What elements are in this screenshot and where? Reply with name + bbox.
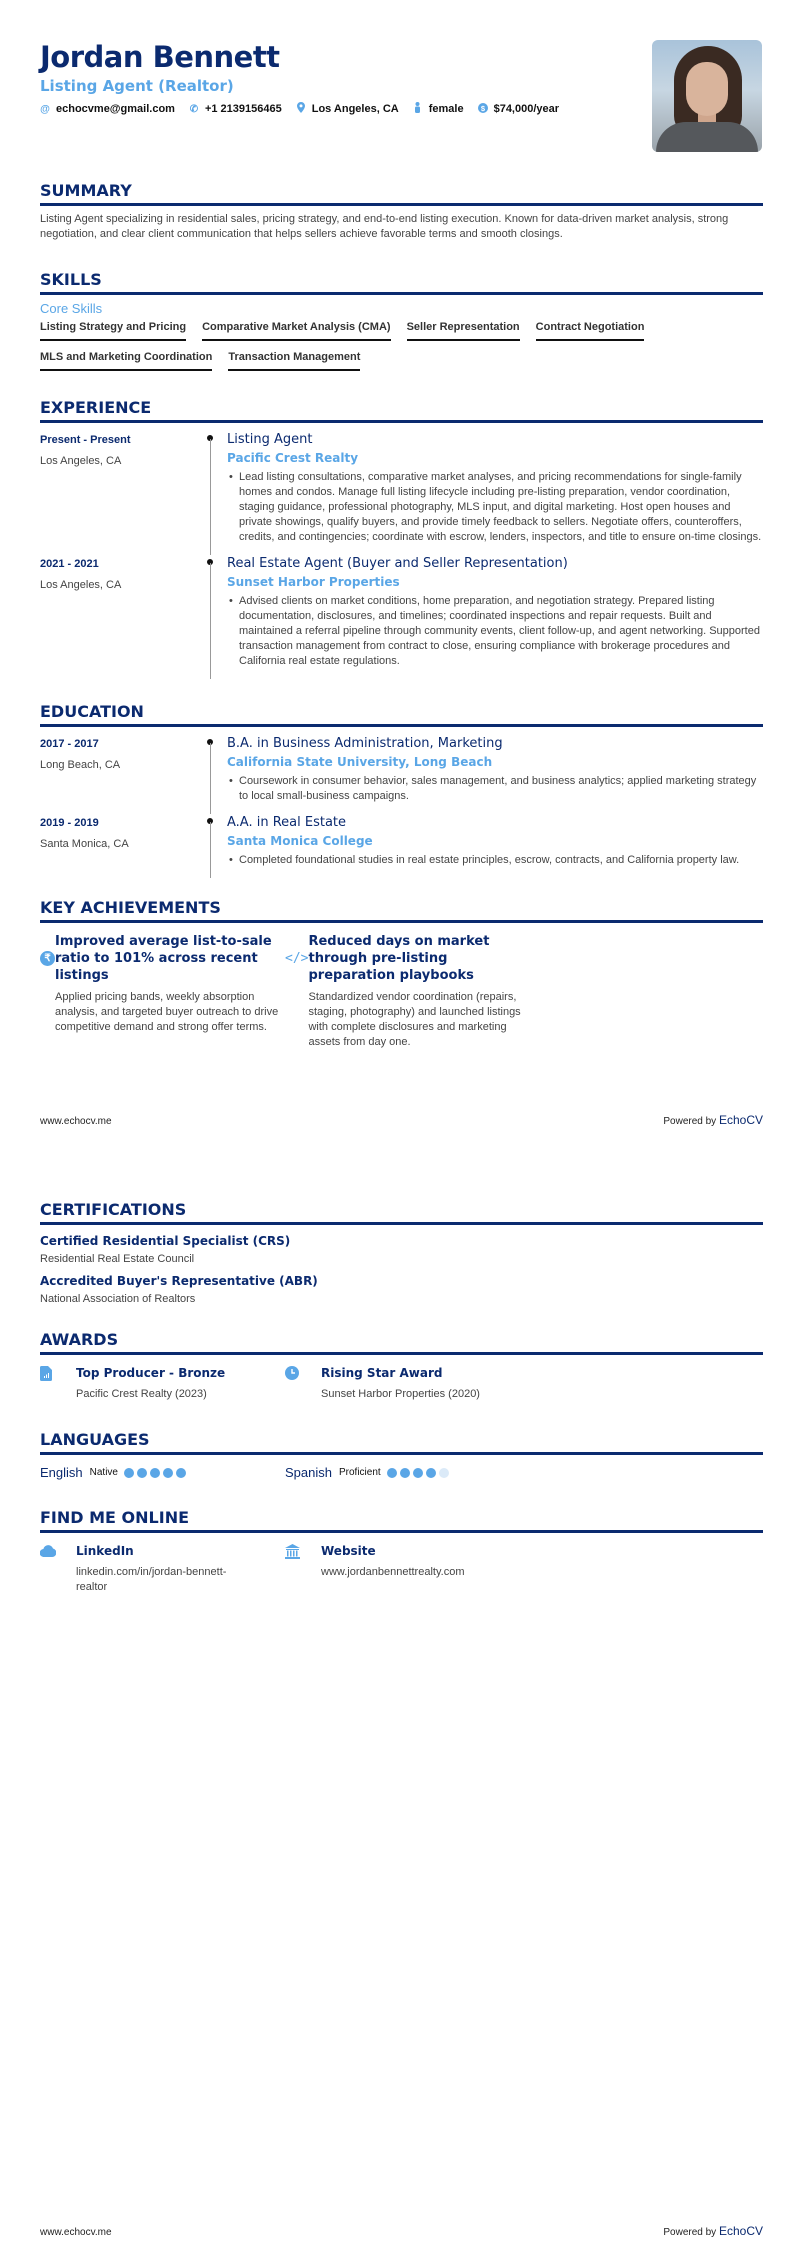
certification-item — [40, 1273, 763, 1305]
achievement-item — [285, 933, 530, 1050]
section-heading: CERTIFICATIONS — [40, 1200, 763, 1225]
entry-location: Los Angeles, CA — [40, 579, 122, 591]
skills-section — [40, 270, 763, 380]
summary-text: Listing Agent specializing in residential sales, pricing strategy, and end-to-end listing execution. Known for data-driven market analysis, strong negotiation, and clear client communication that helps sellers achieve favorable terms and smooth closings. — [40, 213, 729, 240]
education-entry — [40, 814, 763, 878]
entry-role: Listing Agent — [227, 432, 313, 447]
phone-icon: ✆ — [189, 103, 199, 115]
code-icon: </> — [285, 950, 309, 966]
footer-site-link[interactable]: www.echocv.me — [40, 1116, 112, 1127]
award-issuer: Sunset Harbor Properties (2020) — [321, 1388, 480, 1400]
certification-issuer: National Association of Realtors — [40, 1293, 196, 1305]
entry-bullet: • Completed foundational studies in real estate principles, escrow, contracts, and California property law. — [227, 853, 763, 868]
entry-dates: 2019 - 2019 — [40, 817, 99, 829]
certification-name: Accredited Buyer's Representative (ABR) — [40, 1274, 318, 1288]
language-item — [285, 1465, 530, 1480]
contact-salary — [478, 103, 559, 116]
certification-issuer: Residential Real Estate Council — [40, 1253, 195, 1265]
experience-section — [40, 398, 763, 679]
language-name: English — [40, 1465, 83, 1480]
entry-degree: B.A. in Business Administration, Marketing — [227, 736, 503, 751]
language-level: Native — [89, 1467, 118, 1478]
bank-icon — [285, 1543, 321, 1595]
languages-section — [40, 1430, 763, 1480]
certification-name: Certified Residential Specialist (CRS) — [40, 1234, 291, 1248]
experience-entry — [40, 555, 763, 679]
entry-company: Pacific Crest Realty — [227, 451, 359, 465]
entry-degree: A.A. in Real Estate — [227, 815, 347, 830]
achievement-title: Improved average list-to-sale ratio to 101% across recent listings — [55, 934, 272, 983]
achievement-desc: Standardized vendor coordination (repairs, staging, photography) and launched listings with complete disclosures and marketing assets from day one. — [308, 991, 521, 1048]
skill-tag: Seller Representation — [407, 320, 520, 341]
section-heading: SUMMARY — [40, 181, 763, 206]
location-text: Los Angeles, CA — [311, 103, 399, 115]
candidate-name: Jordan Bennett — [40, 40, 280, 74]
award-title: Top Producer - Bronze — [76, 1366, 226, 1380]
timeline-marker — [205, 431, 227, 555]
entry-company: Sunset Harbor Properties — [227, 575, 400, 589]
timeline-marker — [205, 555, 227, 679]
cloud-icon — [40, 1543, 76, 1595]
section-heading: SKILLS — [40, 270, 763, 295]
gender-text: female — [428, 103, 464, 115]
candidate-title: Listing Agent (Realtor) — [40, 77, 234, 95]
skill-group-title: Core Skills — [40, 301, 103, 316]
website-link[interactable]: www.jordanbennettrealty.com — [321, 1566, 465, 1578]
language-name: Spanish — [285, 1465, 332, 1480]
award-title: Rising Star Award — [321, 1366, 443, 1380]
salary-text: $74,000/year — [493, 103, 560, 115]
online-item-linkedin[interactable] — [40, 1543, 285, 1595]
entry-school: California State University, Long Beach — [227, 755, 493, 769]
document-chart-icon — [40, 1365, 76, 1402]
entry-dates: 2021 - 2021 — [40, 558, 99, 570]
entry-bullet: • Lead listing consultations, comparative market analyses, and pricing recommendations for single-family homes and condos. Manage full listing lifecycle including pre-listing preparation, vendor coordination, staging guidance, professional photography, MLS input, and digital marketing. Host open houses and private showings, qualify buyers, and provide timely feedback to sellers. Negotiate offers, counteroffers, credits, and contingencies; coordinate with escrow, lenders, inspectors, and title to ensure on-time closings. — [227, 470, 763, 545]
profile-photo — [652, 40, 762, 152]
entry-role: Real Estate Agent (Buyer and Seller Representation) — [227, 556, 568, 571]
education-entry — [40, 735, 763, 814]
achievement-title: Reduced days on market through pre-listing preparation playbooks — [308, 934, 490, 983]
linkedin-link[interactable]: linkedin.com/in/jordan-bennett-realtor — [76, 1566, 227, 1593]
proficiency-dots — [387, 1468, 452, 1478]
entry-location: Santa Monica, CA — [40, 838, 129, 850]
skill-tag: Transaction Management — [228, 350, 360, 371]
skill-tag: Comparative Market Analysis (CMA) — [202, 320, 390, 341]
section-heading: KEY ACHIEVEMENTS — [40, 898, 763, 923]
award-item — [40, 1365, 285, 1402]
timeline-marker — [205, 735, 227, 814]
section-heading: FIND ME ONLINE — [40, 1508, 763, 1533]
footer-site-link[interactable]: www.echocv.me — [40, 2227, 112, 2238]
contact-phone[interactable] — [189, 103, 282, 115]
entry-bullet: • Coursework in consumer behavior, sales management, and business analytics; applied marketing strategy to local small-business campaigns. — [227, 774, 763, 804]
section-heading: EDUCATION — [40, 702, 763, 727]
footer-powered-by: Powered by EchoCV — [663, 1113, 763, 1127]
skill-tag: MLS and Marketing Coordination — [40, 350, 212, 371]
certifications-section — [40, 1200, 763, 1305]
contact-gender — [413, 102, 464, 116]
resume-page-2 — [0, 1123, 794, 2246]
at-icon: @ — [40, 103, 50, 115]
email-text: echocvme@gmail.com — [56, 103, 175, 115]
rupee-coin-icon: ₹ — [40, 951, 55, 966]
footer-powered-by: Powered by EchoCV — [663, 2224, 763, 2238]
proficiency-dots — [124, 1468, 189, 1478]
echocv-brand[interactable]: EchoCV — [718, 1113, 763, 1127]
certification-item — [40, 1233, 763, 1265]
achievement-desc: Applied pricing bands, weekly absorption analysis, and targeted buyer outreach to drive competitive demand and strong offer terms. — [55, 991, 279, 1033]
language-level: Proficient — [338, 1467, 381, 1478]
timeline-marker — [205, 814, 227, 878]
entry-dates: 2017 - 2017 — [40, 738, 99, 750]
phone-text: +1 2139156465 — [204, 103, 282, 115]
entry-location: Los Angeles, CA — [40, 455, 122, 467]
dollar-icon — [478, 103, 488, 116]
entry-location: Long Beach, CA — [40, 759, 121, 771]
page-footer — [40, 2224, 763, 2238]
skill-tag: Contract Negotiation — [536, 320, 645, 341]
achievement-item — [40, 933, 285, 1050]
online-item-website[interactable] — [285, 1543, 530, 1595]
achievements-section — [40, 898, 763, 1050]
section-heading: AWARDS — [40, 1330, 763, 1355]
awards-section — [40, 1330, 763, 1402]
echocv-brand[interactable]: EchoCV — [718, 2224, 763, 2238]
contact-email[interactable] — [40, 103, 175, 115]
clock-icon — [285, 1365, 321, 1402]
award-issuer: Pacific Crest Realty (2023) — [76, 1388, 207, 1400]
education-section — [40, 702, 763, 878]
online-title: LinkedIn — [76, 1544, 134, 1558]
contact-location — [296, 102, 399, 116]
location-pin-icon — [296, 102, 306, 116]
summary-section — [40, 181, 763, 242]
online-section — [40, 1508, 763, 1595]
entry-bullet: • Advised clients on market conditions, home preparation, and negotiation strategy. Prepared listing documentation, disclosures, and timelines; coordinated inspections and repair requests. Built and maintained a referral pipeline through community events, client follow-up, and agent networking. Supported transaction management from contract to close, ensuring compliance with brokerage procedures and California real estate regulations. — [227, 594, 763, 669]
online-title: Website — [321, 1544, 376, 1558]
entry-school: Santa Monica College — [227, 834, 373, 848]
skill-list — [40, 320, 763, 380]
section-heading: LANGUAGES — [40, 1430, 763, 1455]
section-heading: EXPERIENCE — [40, 398, 763, 423]
entry-dates: Present - Present — [40, 434, 131, 446]
skill-tag: Listing Strategy and Pricing — [40, 320, 186, 341]
experience-entry — [40, 431, 763, 555]
language-item — [40, 1465, 285, 1480]
svg-text:$: $ — [480, 103, 485, 113]
award-item — [285, 1365, 530, 1402]
person-icon — [413, 102, 423, 116]
